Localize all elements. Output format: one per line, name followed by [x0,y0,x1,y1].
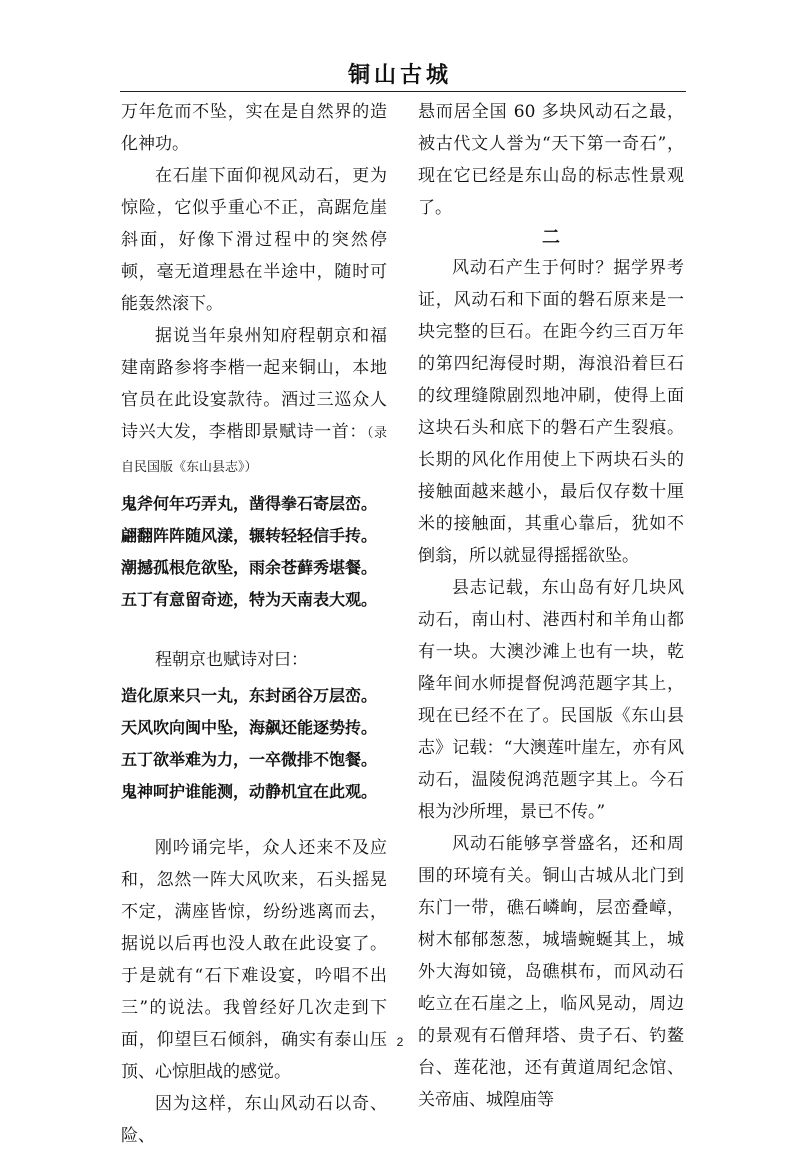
poem-line: 天风吹向闽中坠，海飙还能逐势抟。 [121,718,378,737]
poem-cheng-chaojing [121,680,387,808]
poem-line: 鬼神呵护谁能测，动静机宜在此观。 [121,782,378,801]
page-header-title: 铜山古城 [347,62,452,88]
paragraph-continuation: 万年危而不坠，实在是自然界的造化神功。 [121,102,387,154]
poem-line: 翩翻阵阵随风漾，辗转轻轻信手抟。 [121,526,378,545]
poem-line: 五丁欲举难为力，一卒微排不饱餐。 [121,750,378,769]
poem-line: 五丁有意留奇迹，特为天南表大观。 [121,590,378,609]
paragraph [121,320,387,484]
paragraph-text: 据说当年泉州知府程朝京和福建南路参将李楷一起来铜山，本地官员在此设宴款待。酒过三巡众人诗兴大发，李楷即景赋诗一首： [121,326,387,442]
right-column [418,96,684,1116]
poem-line: 潮撼孤根危欲坠，雨余苍藓秀堪餐。 [121,558,378,577]
spacer [121,616,387,644]
paragraph: 因为这样，东山风动石以奇、险、 [121,1094,387,1146]
section-heading: 二 [542,227,560,248]
left-column [121,96,387,1152]
page-number: 2 [396,1035,404,1049]
source-note: （录自民国版《东山县志》） [121,426,387,475]
paragraph: 在石崖下面仰视风动石，更为惊险，它似乎重心不正，高踞危崖斜面，好像下滑过程中的突然停顿，毫无道理悬在半途中，随时可能轰然滚下。 [121,166,387,314]
paragraph: 程朝京也赋诗对曰： [155,650,308,670]
paragraph: 刚吟诵完毕，众人还来不及应和，忽然一阵大风吹来，石头摇晃不定，满座皆惊，纷纷逃离而去，据说以后再也没人敢在此设宴了。于是就有“石下难设宴，吟唱不出三”的说法。我曾经好几次走到下面，仰望巨石倾斜，确实有泰山压顶、心惊胆战的感觉。 [121,838,387,1082]
poem-line: 鬼斧何年巧弄丸，凿得拳石寄层峦。 [121,494,378,513]
poem-li-kai [121,488,387,616]
paragraph: 风动石产生于何时？据学界考证，风动石和下面的磐石原来是一块完整的巨石。在距今约三百万年的第四纪海侵时期，海浪沿着巨石的纹理缝隙剧烈地冲刷，使得上面这块石头和底下的磐石产生裂痕。长期的风化作用使上下两块石头的接触面越来越小，最后仅存数十厘米的接触面，其重心靠后，犹如不倒翁，所以就显得摇摇欲坠。 [418,258,684,566]
paragraph: 县志记载，东山岛有好几块风动石，南山村、港西村和羊角山都有一块。大澳沙滩上也有一块，乾隆年间水师提督倪鸿范题字其上，现在已经不在了。民国版《东山县志》记载：“大澳莲叶崖左，亦有风动石，温陵倪鸿范题字其上。今石根为沙所埋，景已不传。” [418,578,684,822]
paragraph-continuation: 悬而居全国 60 多块风动石之最，被古代文人誉为“天下第一奇石”，现在它已经是东山岛的标志性景观了。 [418,102,684,218]
spacer [121,808,387,832]
paragraph: 风动石能够享誉盛名，还和周围的环境有关。铜山古城从北门到东门一带，礁石嶙峋，层峦叠嶂，树木郁郁葱葱，城墙蜿蜒其上，城外大海如镜，岛礁棋布，而风动石屹立在石崖之上，临风晃动，周边的景观有石僧拜塔、贵子石、钓鳌台、莲花池，还有黄道周纪念馆、关帝庙、城隍庙等 [418,834,684,1110]
header-divider [120,91,686,92]
poem-line: 造化原来只一丸，东封函谷万层峦。 [121,686,378,705]
